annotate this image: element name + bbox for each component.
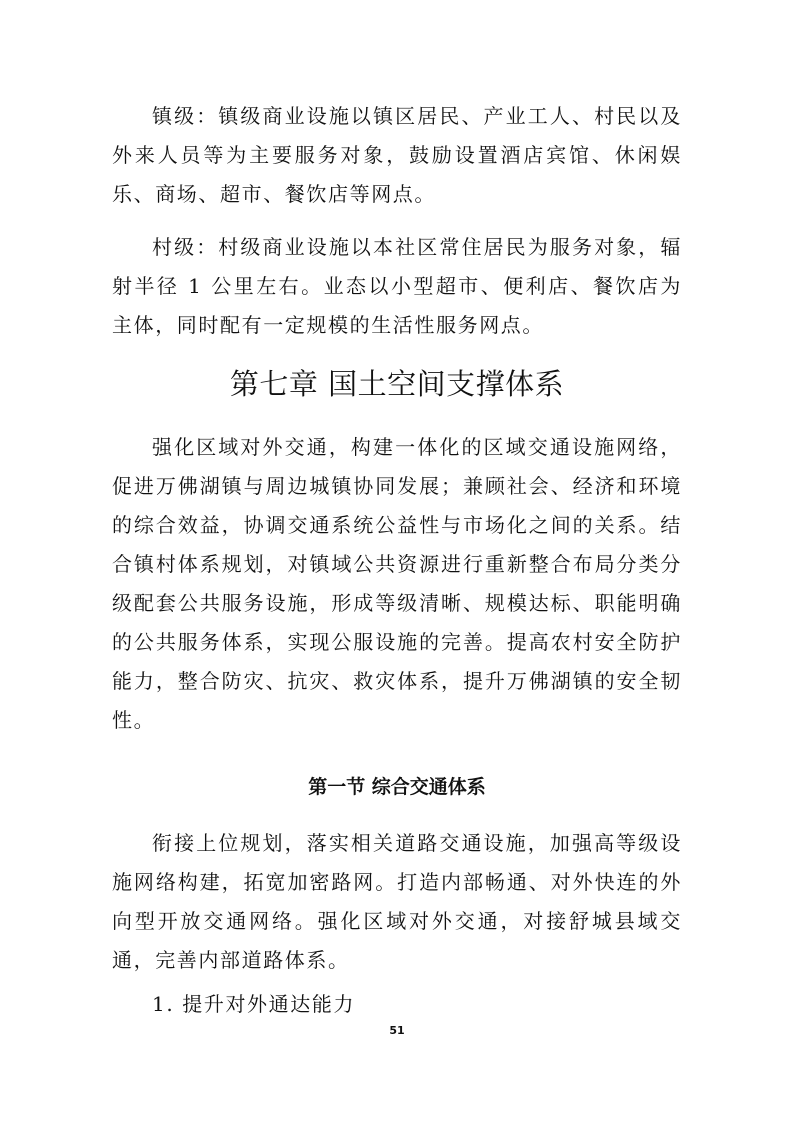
paragraph-section-intro: 衔接上位规划，落实相关道路交通设施，加强高等级设施网络构建，拓宽加密路网。打造内部畅通、对外快连的外向型开放交通网络。强化区域对外交通，对接舒城县域交通，完善内部道路体系。 [112, 831, 682, 972]
paragraph-chapter-intro: 强化区域对外交通，构建一体化的区域交通设施网络，促进万佛湖镇与周边城镇协同发展；兼顾社会、经济和环境的综合效益，协调交通系统公益性与市场化之间的关系。结合镇村体系规划，对镇域公共资源进行重新整合布局分类分级配套公共服务设施，形成等级清晰、规模达标、职能明确的公共服务体系，实现公服设施的完善。提高农村安全防护能力，整合防灾、抗灾、救灾体系，提升万佛湖镇的安全韧性。 [112, 435, 682, 732]
paragraph-village-level-commerce: 村级：村级商业设施以本社区常住居民为服务对象，辐射半径 1 公里左右。业态以小型超市、便利店、餐饮店为主体，同时配有一定规模的生活性服务网点。 [112, 235, 682, 337]
list-item-heading: 1. 提升对外通达能力 [152, 992, 356, 1016]
paragraph-town-level-commerce: 镇级：镇级商业设施以镇区居民、产业工人、村民以及外来人员等为主要服务对象，鼓励设置酒店宾馆、休闲娱乐、商场、超市、餐饮店等网点。 [112, 104, 682, 206]
chapter-title: 第七章 国土空间支撑体系 [229, 367, 565, 401]
section-title: 第一节 综合交通体系 [308, 776, 486, 798]
page-number: 51 [389, 1024, 405, 1037]
